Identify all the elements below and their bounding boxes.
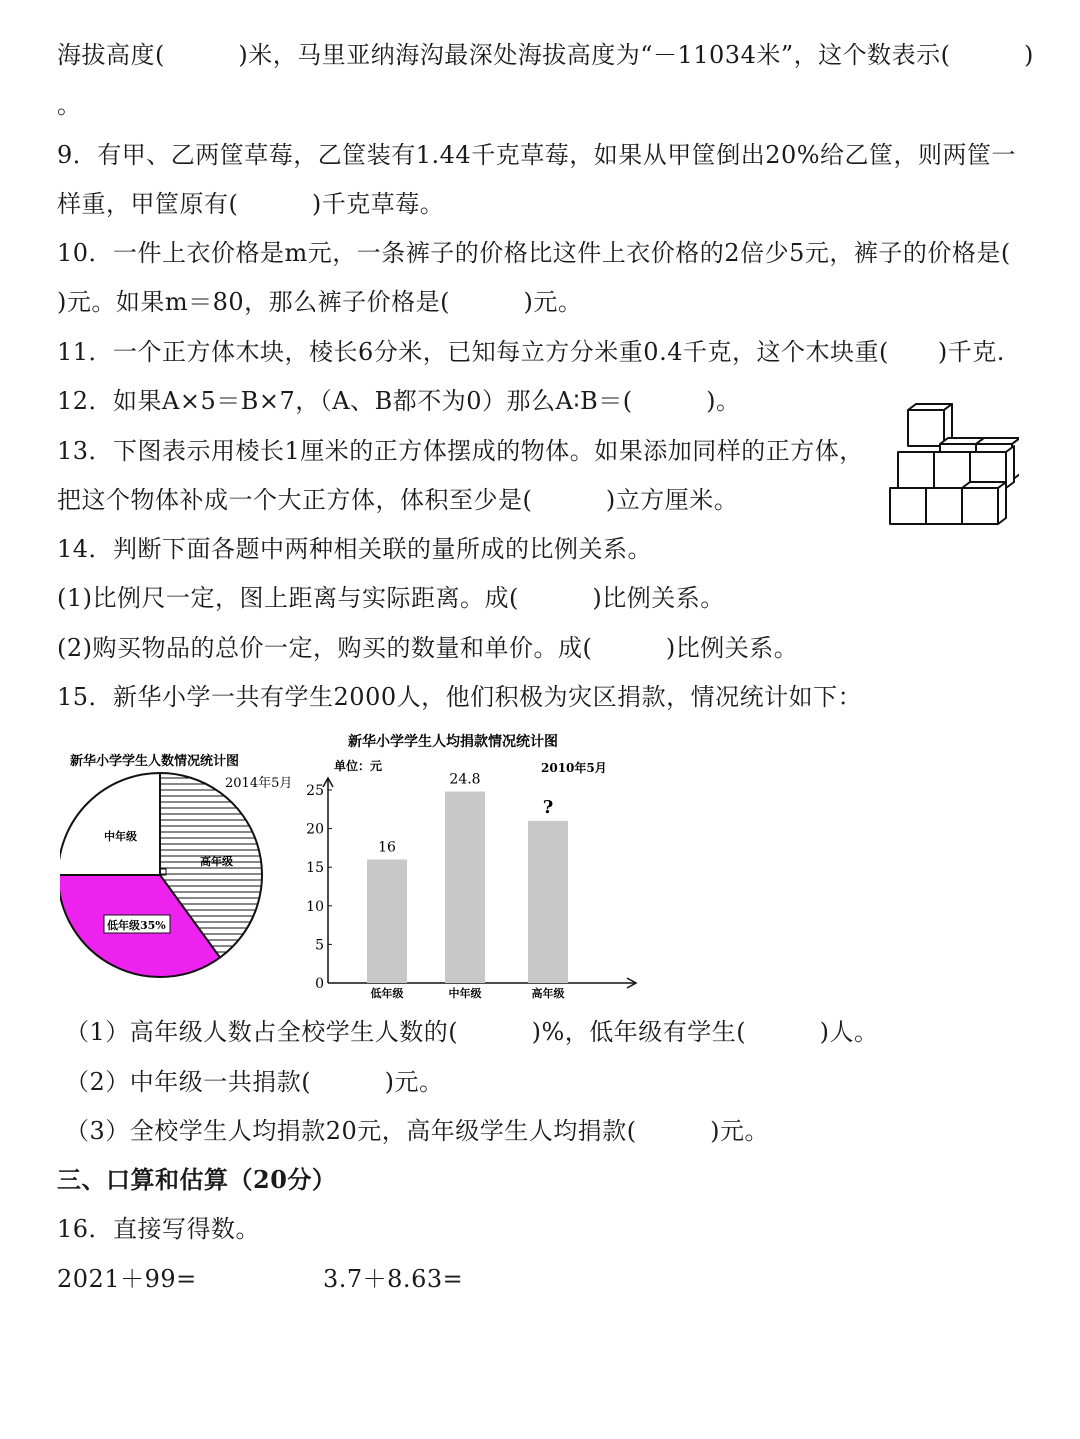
question-11: 11．一个正方体木块，棱长6分米，已知每立方分米重0.4千克，这个木块重( )千克. (57, 338, 1005, 366)
bar-value-label: 24.8 (449, 771, 481, 788)
question-14-part-2: (2)购买物品的总价一定，购买的数量和单价。成( )比例关系。 (57, 634, 799, 662)
section-heading-3: 三、口算和估算（20分） (57, 1165, 337, 1194)
pie-label-high: 高年级 (200, 855, 233, 868)
x-category-label: 低年级 (370, 987, 404, 1000)
question-9-line-1: 9．有甲、乙两筐草莓，乙筐装有1.44千克草莓，如果从甲筐倒出20%给乙筐，则两筐一 (57, 141, 1017, 169)
x-category-label: 中年级 (448, 987, 482, 1000)
pie-slice-middle (60, 773, 160, 875)
y-tick-label: 25 (306, 783, 324, 799)
question-15-part-2: （2）中年级一共捐款( )元。 (65, 1068, 444, 1096)
bar-chart-donation (296, 728, 646, 1003)
y-tick-label: 10 (306, 898, 324, 915)
question-13-line-1: 13．下图表示用棱长1厘米的正方体摆成的物体。如果添加同样的正方体， (57, 437, 864, 465)
pie-slices (60, 773, 262, 977)
y-tick-label: 15 (306, 860, 324, 877)
text-line: 海拔高度( )米，马里亚纳海沟最深处海拔高度为“－11034米”，这个数表示( ) (57, 41, 1034, 69)
bar-unit: 单位：元 (334, 759, 383, 773)
pie-label-low: 低年级35% (107, 919, 166, 932)
y-tick-label: 0 (315, 976, 324, 992)
bar-value-label: 16 (378, 839, 396, 856)
x-category-label: 高年级 (531, 987, 565, 1000)
y-tick-label: 5 (315, 937, 324, 954)
cube-stack-figure (884, 402, 1019, 530)
bar-低年级 (367, 859, 407, 983)
question-13-line-2: 把这个物体补成一个大正方体，体积至少是( )立方厘米。 (57, 486, 739, 514)
pie-label-middle: 中年级 (104, 830, 137, 843)
bar-date: 2010年5月 (541, 761, 607, 775)
question-10-line-1: 10．一件上衣价格是m元，一条裤子的价格比这件上衣价格的2倍少5元，裤子的价格是( (57, 239, 1011, 267)
question-12: 12．如果A×5＝B×7，（A、B都不为0）那么A∶B＝( )。 (57, 387, 741, 415)
question-10-line-2: )元。如果m＝80，那么裤子价格是( )元。 (57, 288, 583, 316)
question-15: 15．新华小学一共有学生2000人，他们积极为灾区捐款，情况统计如下： (57, 683, 863, 711)
question-15-part-3: （3）全校学生人均捐款20元，高年级学生人均捐款( )元。 (65, 1117, 770, 1145)
pie-date: 2014年5月 (225, 776, 293, 791)
bar-title: 新华小学学生人均捐款情况统计图 (348, 734, 558, 750)
text-line: 。 (57, 91, 82, 119)
question-14-part-1: (1)比例尺一定，图上距离与实际距离。成( )比例关系。 (57, 584, 725, 612)
bar-marks (367, 772, 568, 1000)
bar-中年级 (445, 792, 485, 983)
bar-高年级 (528, 821, 568, 983)
question-9-line-2: 样重，甲筐原有( )千克草莓。 (57, 190, 445, 218)
question-16: 16．直接写得数。 (57, 1215, 261, 1243)
bar-value-label: ? (542, 796, 554, 818)
question-14: 14．判断下面各题中两种相关联的量所成的比例关系。 (57, 535, 653, 563)
question-15-part-1: （1）高年级人数占全校学生人数的( )%，低年级有学生( )人。 (65, 1018, 879, 1046)
calc-item-2: 3.7＋8.63= (323, 1265, 464, 1293)
pie-title: 新华小学学生人数情况统计图 (70, 754, 240, 769)
calc-item-1: 2021＋99= (57, 1265, 197, 1293)
y-tick-label: 20 (306, 821, 324, 838)
pie-chart-student-count (60, 745, 300, 990)
